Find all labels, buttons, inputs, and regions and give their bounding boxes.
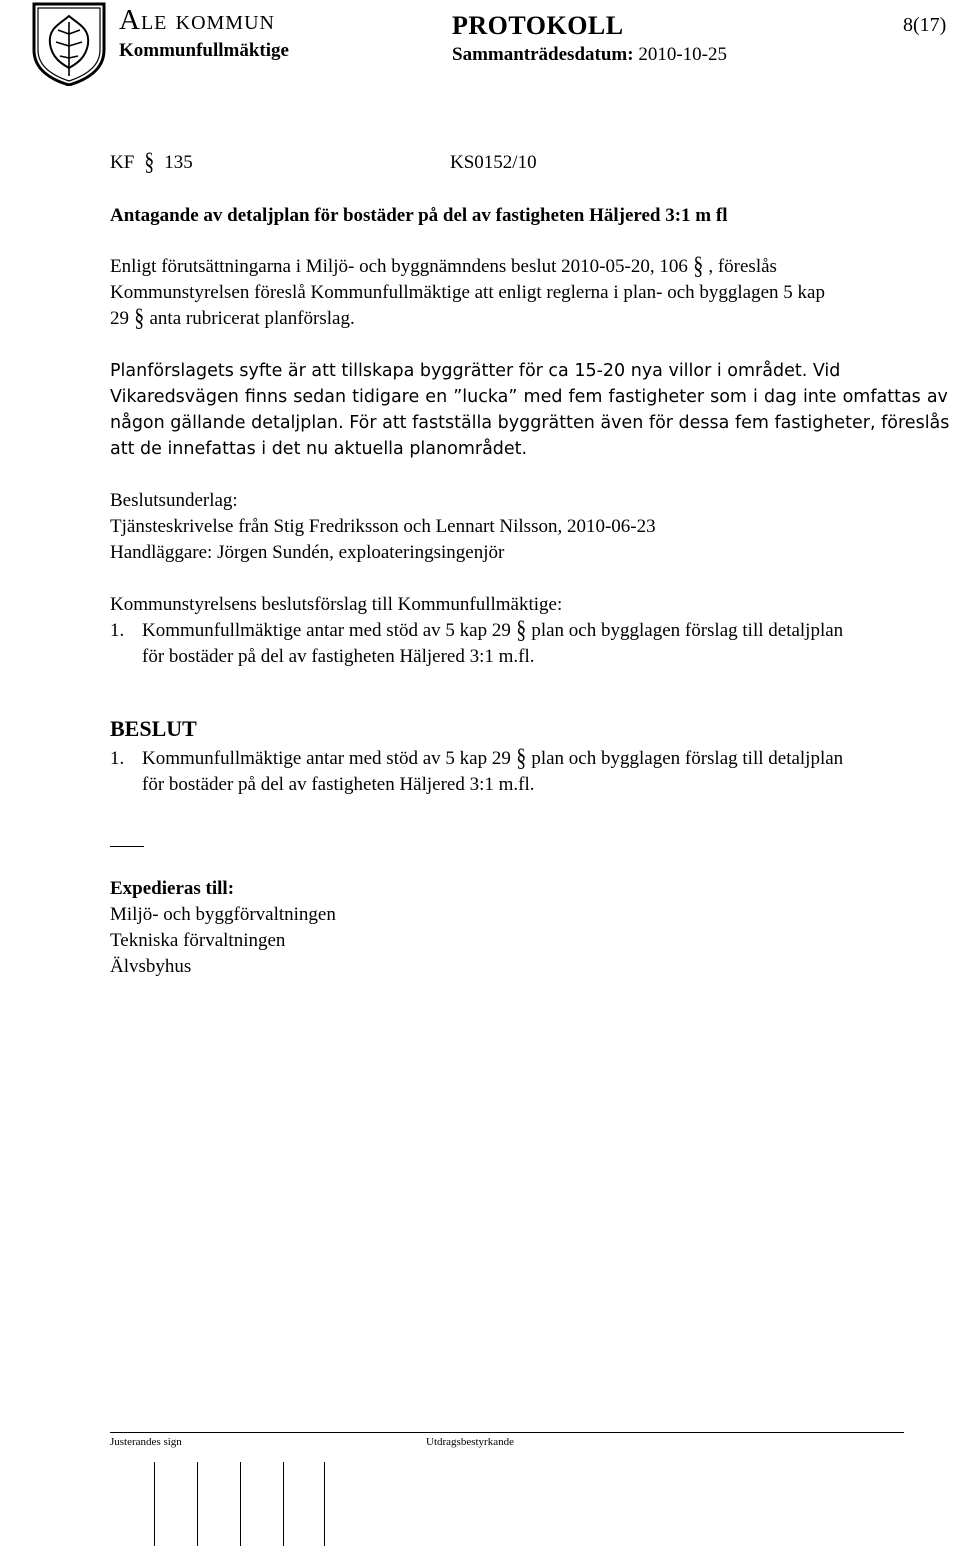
purpose-line-1: Planförslagets syfte är att tillskapa byggrätter för ca 15-20 nya villor i området. Vid [110,361,841,381]
word: omfattas [842,387,921,407]
proposal-item-line-1: Kommunfullmäktige antar med stöd av 5 kap 29 § plan och bygglagen förslag till detaljplan [142,617,844,644]
decision-heading: BESLUT [110,716,197,741]
word: tidigare [352,387,420,407]
word: dag [763,387,797,407]
word: som [710,387,747,407]
dispatch-recipient: Tekniska förvaltningen [110,930,286,951]
intro-line-2: Kommunstyrelsen föreslå Kommunfullmäktige att enligt reglerna i plan- och bygglagen 5 kap [110,282,825,303]
meeting-date-value: 2010-10-25 [638,44,727,65]
word: finns [244,387,288,407]
meeting-date-label: Sammanträdesdatum: [452,44,634,65]
word: ”lucka” [453,387,518,407]
document-title: PROTOKOLL [452,11,624,40]
intro-text: Enligt förutsättningarna i Miljö- och byggnämndens beslut 2010-05-20, 106 [110,256,688,277]
org-name: Ale kommun [119,4,275,36]
decision-item-number: 1. [110,748,125,769]
signature-box-divider [324,1462,325,1546]
word: i [753,387,758,407]
ale-kommun-logo [30,2,108,86]
purpose-line-4: att de innefattas i det nu aktuella planområdet. [110,439,528,459]
proposal-item-line-2: för bostäder på del av fastigheten Häljered 3:1 m.fl. [142,646,535,667]
word: av [926,387,948,407]
basis-item: Tjänsteskrivelse från Stig Fredriksson och Lennart Nilsson, 2010-06-23 [110,516,656,537]
intro-line-1: Enligt förutsättningarna i Miljö- och byggnämndens beslut 2010-05-20, 106 § , föreslås [110,253,777,280]
purpose-line-3: någon gällande detaljplan. För att fastställa byggrätten även för dessa fem fastigheter, föreslås [110,413,950,433]
dispatch-recipient: Miljö- och byggförvaltningen [110,904,336,925]
signature-box-divider [283,1462,284,1546]
basis-item: Handläggare: Jörgen Sundén, exploateringsingenjör [110,542,505,563]
word: en [425,387,448,407]
footer-rule [110,1432,904,1433]
word: inte [802,387,837,407]
intro-text: 29 [110,308,129,329]
case-number: KS0152/10 [450,152,537,173]
dispatch-recipient: Älvsbyhus [110,956,192,977]
extract-certification-label: Utdragsbestyrkande [426,1436,514,1448]
word: Vikaredsvägen [110,387,239,407]
decision-item-line-1: Kommunfullmäktige antar med stöd av 5 kap 29 § plan och bygglagen förslag till detaljplan [142,745,844,772]
word: fastigheter [608,387,705,407]
purpose-line-2 [110,384,948,410]
word: sedan [293,387,347,407]
separator-rule [110,846,144,847]
page-number: 8(17) [903,14,947,36]
signature-box-divider [154,1462,155,1546]
signature-box-divider [197,1462,198,1546]
proposal-heading: Kommunstyrelsens beslutsförslag till Kommunfullmäktige: [110,594,563,615]
dispatch-heading: Expedieras till: [110,878,235,899]
intro-line-3: 29 § anta rubricerat planförslag. [110,305,355,332]
proposal-text: plan och bygglagen förslag till detaljplan [531,620,844,641]
case-title: Antagande av detaljplan för bostäder på del av fastigheten Häljered 3:1 m fl [110,205,728,226]
intro-text: , föreslås [708,256,777,277]
decision-text: plan och bygglagen förslag till detaljplan [531,748,844,769]
decision-item-line-2: för bostäder på del av fastigheten Häljered 3:1 m.fl. [142,774,535,795]
org-body-name: Kommunfullmäktige [119,40,289,61]
adjuster-sign-label: Justerandes sign [110,1436,182,1448]
basis-heading: Beslutsunderlag: [110,490,238,511]
word: med [523,387,563,407]
signature-box-divider [240,1462,241,1546]
word: fem [568,387,603,407]
meeting-date [452,44,727,66]
case-paragraph-ref: KF § 135 [110,149,193,176]
proposal-text: Kommunfullmäktige antar med stöd av 5 kap 29 [142,620,511,641]
intro-text: anta rubricerat planförslag. [149,308,355,329]
paragraph-number: 135 [164,152,193,173]
proposal-item-number: 1. [110,620,125,641]
paragraph-prefix: KF [110,152,135,173]
decision-text: Kommunfullmäktige antar med stöd av 5 kap 29 [142,748,511,769]
